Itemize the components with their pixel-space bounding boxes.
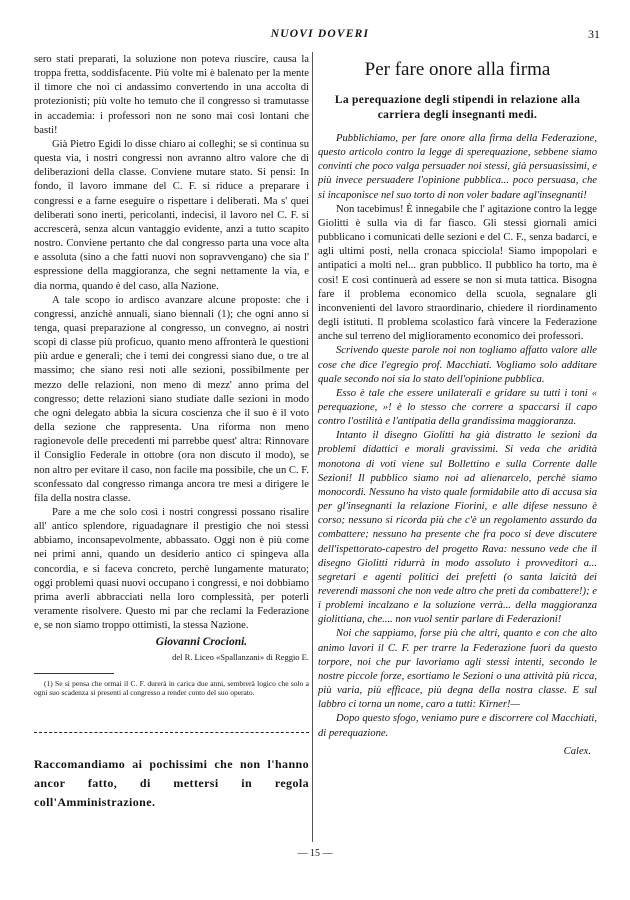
left-signature	[34, 635, 309, 663]
dashed-divider	[34, 732, 309, 733]
article-subtitle: La perequazione degli stipendi in relazione alla carriera degli insegnanti medi.	[334, 94, 581, 121]
right-paragraph-1: Pubblichiamo, per fare onore alla firma della Federazione, questo articolo contro la legge di sperequazione, sebbene siamo convinti che poco valga persuader noi stessi, già persuasissimi, e più invece persuadere l'opinione pubblica... poco persuasa, che si incaponisce nel suo torto di non voler badare agl'insegnanti!	[318, 133, 597, 201]
left-paragraph-4: Pare a me che solo così i nostri congressi possano risalire all' antico splendore, riguadagnare il prestigio che noi stessi abbiamo, inconsapevolmente, abbassato. Oggi non è più come nei primi anni, quando un desiderio antico ci spingeva alla concordia, e si faceva concreto, perchè lungamente maturato; oggi problemi quasi nuovi occupano i congressi, e noi dobbiamo prima averli abbracciati nella loro complessità, per poterli veramente risolvere. Questo mi par che reclami la Federazione e, se non siamo troppo ottimisti, la stessa Nazione.	[34, 507, 309, 632]
signature-name: Giovanni Crocioni.	[155, 636, 248, 649]
administration-notice: Raccomandiamo ai pochissimi che non l'hanno ancor fatto, di mettersi in regola coll'Amministrazione.	[34, 756, 309, 809]
signature-affiliation: del R. Liceo «Spallanzani» di Reggio E.	[172, 651, 309, 662]
running-title: NUOVI DOVERI	[270, 28, 370, 40]
right-paragraph-4: Esso è tale che essere unilaterali e gridare su tutti i toni « perequazione, »! è lo stesso che correre a spaccarsi il capo contro l'ostilità e l'antipatia della grandissima maggioranza.	[318, 387, 597, 428]
right-paragraph-7: Dopo questo sfogo, veniamo pure e discorrere col Macchiati, di perequazione.	[318, 713, 597, 739]
footnote: (1) Se si pensa che ormai il C. F. durerà in carica due anni, sembrerà logico che solo a ogni suo scadenza si presenti al congresso a render conto del suo operato.	[34, 678, 309, 698]
page-number: 31	[588, 27, 600, 41]
footnote-rule	[34, 673, 114, 674]
left-column	[34, 53, 309, 812]
left-paragraph-1: sero stati preparati, la soluzione non poteva riuscire, causa la troppa fretta, soddisfacente. Più volte mi è balenato per la mente il timore che noi ci andassimo convertendo in una accolta di protezionisti; più volte ho temuto che il congresso si tramutasse in accademia: i professori non ne sono mai così lontani che basti!	[34, 54, 309, 136]
column-divider	[312, 52, 313, 842]
page-header	[40, 26, 600, 44]
right-column	[318, 53, 597, 759]
article-title: Per fare onore alla firma	[364, 59, 551, 80]
right-signature: Calex.	[563, 745, 591, 757]
right-paragraph-5: Intanto il disegno Giolitti ha già distratto le sezioni da problemi didattici e morali gravissimi. Si veda che aridità monotona di voti viene sul Bollettino e sulla Corrente dalle Sezioni! Il pubblico siamo noi ad alienarcelo, perchè siamo monocordi. Nessuno ha visto quale formidabile atto di accusa sia per gl'insegnanti la relazione Fiorini, e alle difese nessuno è corso; nessuno si ricorda più che c'è un regolamento assurdo da combattere; nessuno ha presente che fra poco si deve discutere dell'ispettorato-capestro del progetto Rava: nessuno vede che il disegno Giolitti ridurrà in modo assoluto i provveditori a... segretari e agenti politici dei prefetti (o santa laicità dei reverendi massoni che non vede altro che preti da combattere!); e i problemi incalzano e la soluzione verrà... della maggioranza giolittiana, che.... non vuol sentir parlare di Federazioni!	[318, 430, 597, 626]
right-paragraph-6: Noi che sappiamo, forse più che altri, quanto e con che alto animo lavori il C. F. per trarre la Federazione fuori da questo torpore, noi che pur lavoriamo agli stessi intenti, secondo le nostre piccole forze, esortiamo le Sezioni o una attività più ricca, più varia, più efficace, più degna della nostra classe. E sul labbro ci torna un nome, caro a tutti: Kirner!—	[318, 628, 597, 711]
right-paragraph-3: Scrivendo queste parole noi non togliamo affatto valore alle cose che dice l'egregio prof. Macchiati. Vogliamo solo additare quale secondo noi sia lo stato dell'opinione pubblica.	[318, 345, 597, 385]
right-paragraph-2: Non tacebimus! È innegabile che l' agitazione contro la legge Giolitti è sulla via di far fiasco. Gli stessi giornali amici pubblicano i comunicati delle sezioni e del C. F., senza badarci, e agli ultimi posti, nella cronaca spicciola! Siamo impopolari e antipatici a molti nel... gran pubblico. Il pubblico ha torto, ma è così! E così continuerà ad essere se non si muta tattica. Bisogna fare il problema economico della scuola, segnalare gli inconvenienti del lavoro straordinario, chiedere il riordinamento degli istituti. Il problema scolastico farà vincere la Federazione anche sul terreno del miglioramento economico dei professori.	[318, 203, 597, 343]
left-paragraph-2: Già Pietro Egidi lo disse chiaro ai colleghi; se si continua su questa via, i nostri congressi non avranno altro valore che di deliberazioni della classe. Conviene mutare stato. Si pensi: In fondo, il lavoro immane del C. F. si riduce a preparare i congressi e a farne eseguire o rispettare i deliberati. Ma s' quei deliberati sono inerti, pericolanti, indecisi, il lavoro nel C. F. si accrescerà, senza alcun vantaggio evidente, anzi a tutto scapito nostro. Conviene pertanto che dal congresso parta una voce alta e assoluta (sino a che fatti nuovi non sopravvengano) che sia l' espressione della maggioranza, che segni nettamente la via, e dia norma, quando è del caso, alla Nazione.	[34, 138, 309, 292]
footer-page-number: — 15 —	[297, 848, 333, 859]
left-paragraph-3: A tale scopo io ardisco avanzare alcune proposte: che i congressi, anzichè annuali, siano biennali (1); che ogni anno si tenga, quasi preparazione al congresso, un convegno, ai nostri scopi di classe più proficuo, quanto meno affronterà le questioni più ardue e generali; che i temi dei congressi siano due, o tre al massimo; che siano resi noti alle sezioni, possibilmente per mezzo delle relazioni, non meno di mezz' anno prima del congresso; dette relazioni siano studiate dalle sezioni in modo che ogni delegato abbia la sicura coscienza che il suo è il voto della sezione che rappresenta. Una riforma non meno ragionevole delle precedenti mi parrebbe quest' altra: Rinnovare il Consiglio Federale in ottobre (ora non discuto il modo), se non altro per evitare il caso, non facile ma possibile, che un C. F. sconfessato dal congresso rimanga ancora tre mesi a dirigere le fila della nostra classe.	[34, 294, 309, 504]
